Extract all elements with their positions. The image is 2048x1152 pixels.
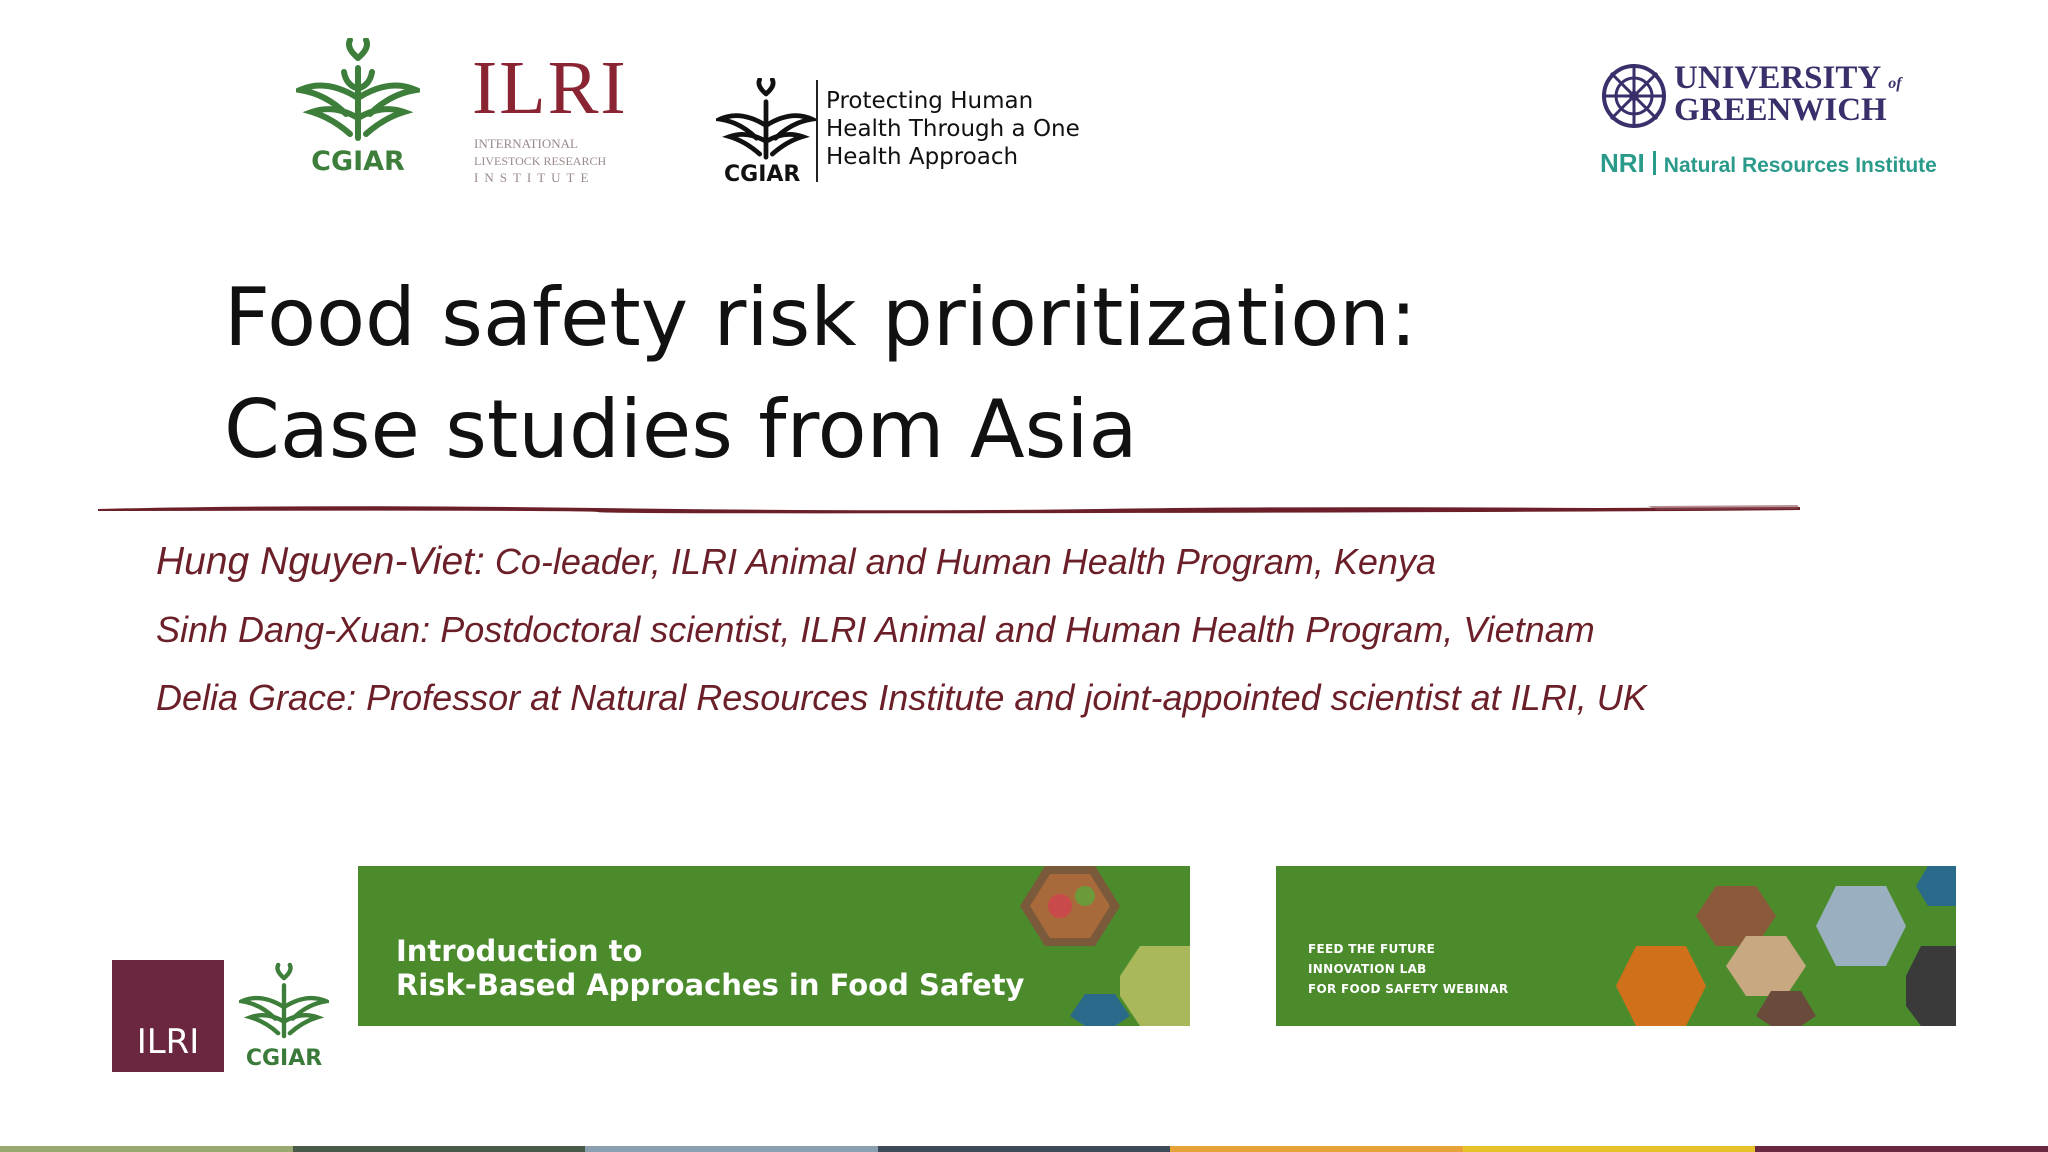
footer-color-bar [0, 1146, 2048, 1152]
webinar-banner [1276, 866, 1956, 1026]
nri-full-name: Natural Resources Institute [1663, 154, 1937, 177]
banner-line-3: FOR FOOD SAFETY WEBINAR [1308, 982, 1509, 996]
market-photo-hexagons [990, 866, 1190, 1026]
one-health-line-1: Protecting Human [826, 88, 1034, 114]
footer-segment [1170, 1146, 1463, 1152]
greenwich-university: UNIVERSITY [1674, 60, 1880, 96]
cgiar-wheat-icon [296, 38, 420, 144]
author-line [156, 596, 1647, 664]
author-role: Co-leader, ILRI Animal and Human Health Program, Kenya [484, 541, 1436, 582]
cgiar-wheat-icon [239, 960, 329, 1044]
cgiar-wordmark: CGIAR [245, 1046, 323, 1071]
ilri-wordmark: ILRI [136, 1022, 200, 1062]
banner-line-1: Introduction to [396, 934, 643, 968]
author-list [156, 528, 1647, 732]
footer-segment [293, 1146, 586, 1152]
nri-label [1600, 148, 1937, 179]
footer-segment [0, 1146, 293, 1152]
cgiar-wordmark: CGIAR [311, 146, 405, 177]
author-line [156, 528, 1647, 596]
one-health-logo [712, 78, 1080, 190]
banner-line-2: INNOVATION LAB [1308, 962, 1427, 976]
author-role: Professor at Natural Resources Institute and joint-appointed scientist at ILRI, UK [356, 677, 1647, 718]
one-health-line-3: Health Approach [826, 144, 1019, 170]
banner-line-2: Risk-Based Approaches in Food Safety [396, 968, 1025, 1002]
intro-banner [358, 866, 1190, 1026]
banner-line-1: FEED THE FUTURE [1308, 942, 1436, 956]
greenwich-line-1 [1674, 62, 1902, 95]
ilri-wordmark: ILRI [472, 46, 628, 130]
author-name: Delia Grace: [156, 677, 357, 718]
author-role: Postdoctoral scientist, ILRI Animal and Human Health Program, Vietnam [430, 609, 1595, 650]
author-name: Sinh Dang-Xuan: [156, 609, 431, 650]
greenwich-logo [1594, 58, 1937, 182]
title-line-2: Case studies from Asia [224, 383, 1138, 476]
ilri-line-3: INSTITUTE [474, 170, 595, 185]
one-health-line-2: Health Through a One [826, 116, 1080, 142]
footer-segment [585, 1146, 878, 1152]
compass-icon [1600, 62, 1668, 130]
title-line-1: Food safety risk prioritization: [224, 271, 1417, 364]
author-name: Hung Nguyen-Viet: [156, 540, 485, 583]
footer-segment [878, 1146, 1171, 1152]
ilri-logo-top [468, 46, 628, 196]
market-photo-hexagons [1616, 866, 1956, 1026]
slide-title [224, 262, 1417, 486]
ilri-line-1: INTERNATIONAL [474, 136, 578, 151]
cgiar-wordmark: CGIAR [724, 162, 801, 187]
nri-divider [1653, 151, 1656, 175]
greenwich-of: of [1888, 75, 1902, 92]
cgiar-logo-top [296, 38, 420, 184]
ilri-logo-bottom [112, 960, 224, 1072]
cgiar-wheat-icon [716, 78, 816, 162]
footer-segment [1755, 1146, 2048, 1152]
logo-divider [816, 80, 818, 182]
brush-stroke-divider [98, 500, 1800, 518]
ilri-line-2: LIVESTOCK RESEARCH [474, 154, 607, 168]
cgiar-logo-bottom [234, 960, 334, 1076]
nri-abbrev: NRI [1600, 148, 1645, 178]
greenwich-line-2: GREENWICH [1674, 92, 1887, 128]
footer-segment [1463, 1146, 1756, 1152]
author-line [156, 664, 1647, 732]
